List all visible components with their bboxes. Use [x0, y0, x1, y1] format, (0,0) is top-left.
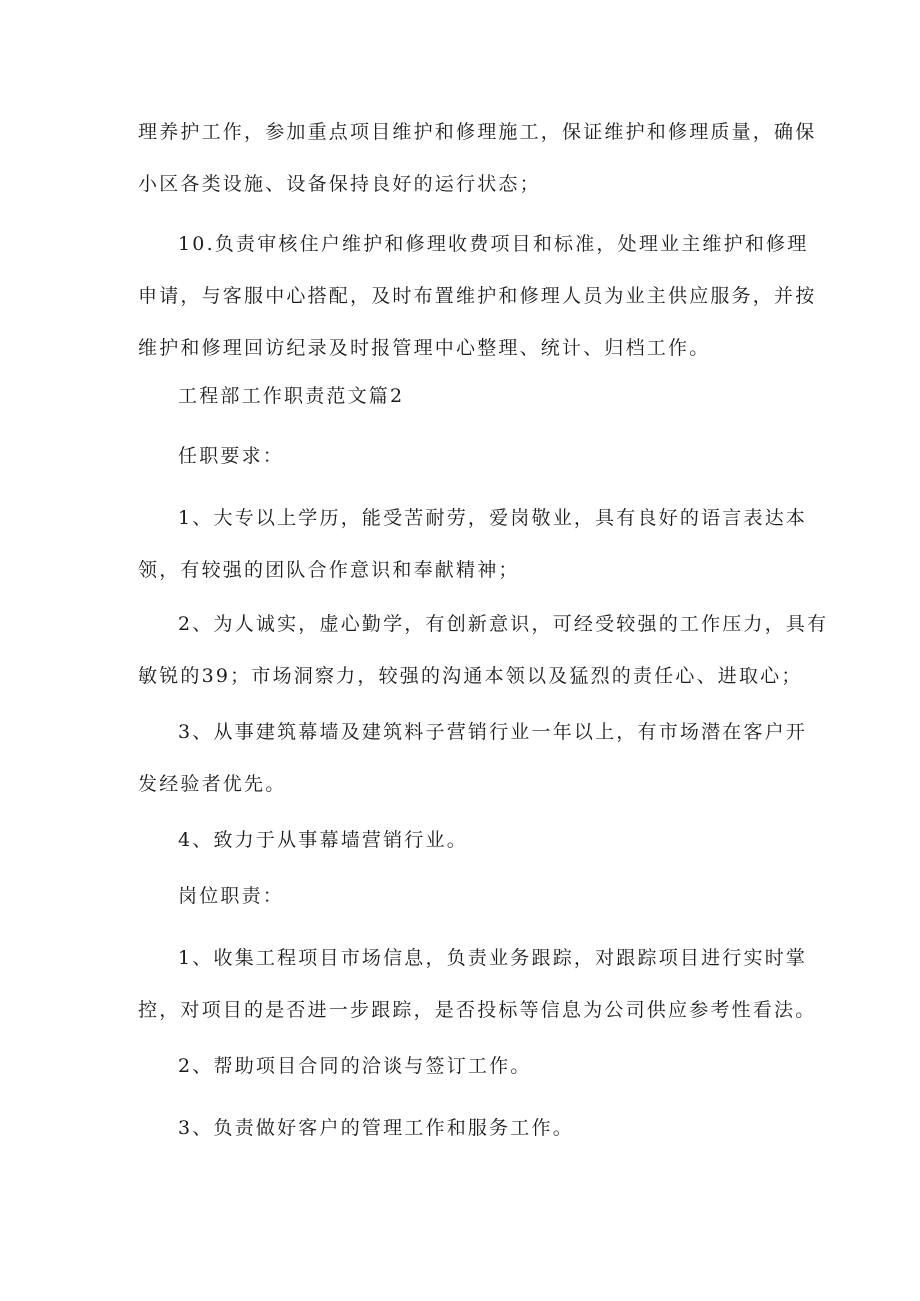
text-line: 领，有较强的团队合作意识和奉献精神； — [138, 559, 520, 581]
text-line: 敏锐的39；市场洞察力，较强的沟通本领以及猛烈的责任心、进取心； — [138, 665, 803, 687]
paragraph-item-10 — [138, 218, 817, 374]
text-line: 10.负责审核住户维护和修理收费项目和标准，处理业主维护和修理 — [178, 233, 809, 255]
duty-item-3 — [138, 1102, 788, 1154]
paragraph-item-9-continuation — [138, 106, 817, 210]
text-line: 2、为人诚实，虚心勤学，有创新意识，可经受较强的工作压力，具有 — [178, 613, 829, 635]
text-line: 2、帮助项目合同的洽谈与签订工作。 — [178, 1055, 532, 1077]
text-line: 岗位职责： — [178, 885, 285, 907]
text-line: 理养护工作，参加重点项目维护和修理施工，保证维护和修理质量，确保 — [138, 121, 817, 143]
text-line: 小区各类设施、设备保持良好的运行状态； — [138, 173, 541, 195]
text-line: 控，对项目的是否进一步跟踪，是否投标等信息为公司供应参考性看法。 — [138, 999, 817, 1021]
requirement-item-2 — [138, 598, 829, 702]
duty-item-1 — [138, 932, 817, 1036]
text-line: 任职要求： — [178, 445, 285, 467]
text-line: 申请，与客服中心搭配，及时布置维护和修理人员为业主供应服务，并按 — [138, 285, 817, 307]
text-line: 1、大专以上学历，能受苦耐劳，爱岗敬业，具有良好的语言表达本 — [178, 507, 808, 529]
requirements-heading — [138, 430, 788, 482]
duty-item-2 — [138, 1040, 788, 1092]
text-line: 发经验者优先。 — [138, 773, 287, 795]
text-line: 维护和修理回访纪录及时报管理中心整理、统计、归档工作。 — [138, 337, 711, 359]
text-line: 4、致力于从事幕墙营销行业。 — [178, 829, 468, 851]
section-title — [138, 370, 788, 422]
requirement-item-4 — [138, 814, 788, 866]
text-line: 工程部工作职责范文篇2 — [178, 385, 405, 407]
text-line: 3、从事建筑幕墙及建筑料子营销行业一年以上，有市场潜在客户开 — [178, 721, 808, 743]
requirement-item-3 — [138, 706, 808, 810]
requirement-item-1 — [138, 492, 808, 596]
text-line: 1、收集工程项目市场信息，负责业务跟踪，对跟踪项目进行实时掌 — [178, 947, 808, 969]
duties-heading — [138, 870, 788, 922]
text-line: 3、负责做好客户的管理工作和服务工作。 — [178, 1117, 574, 1139]
